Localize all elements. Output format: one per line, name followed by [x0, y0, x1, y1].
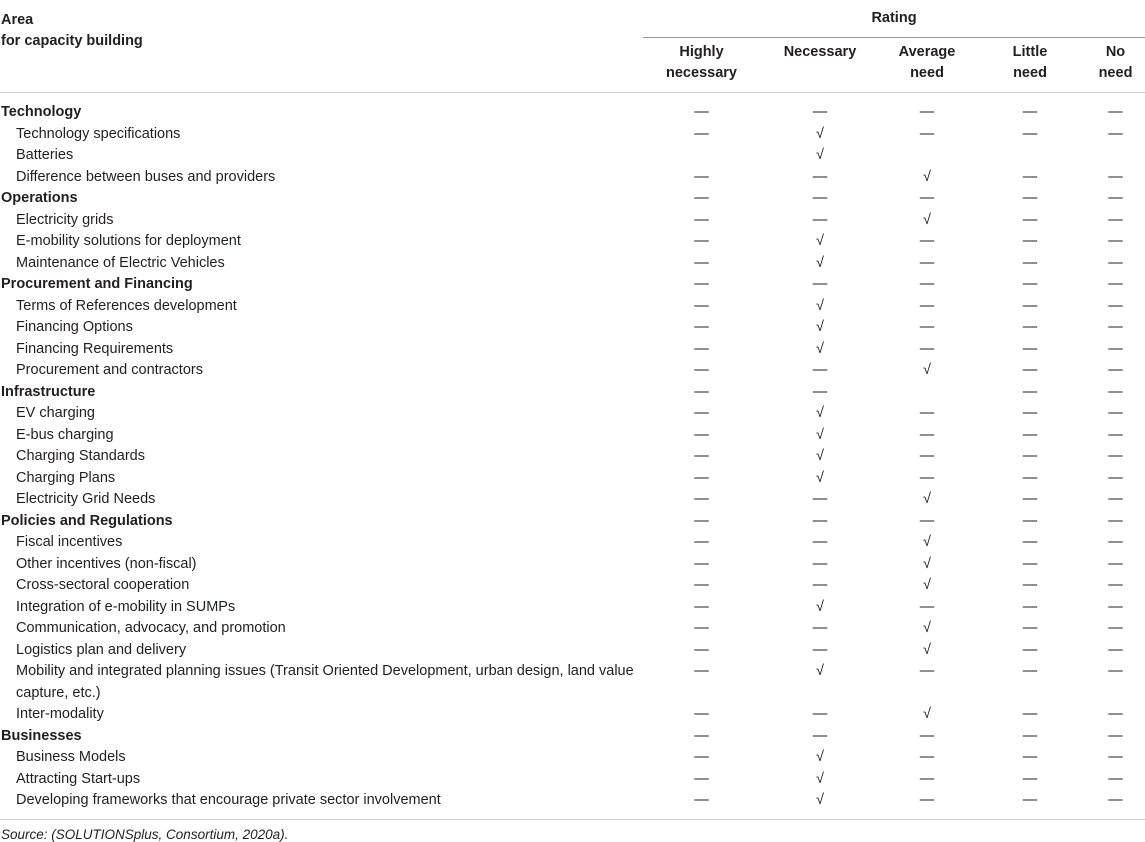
rating-cell: —: [694, 104, 709, 120]
rating-cell: —: [919, 319, 935, 335]
rating-cell: —: [1022, 125, 1038, 142]
rating-cell: —: [919, 598, 935, 615]
rating-cell: —: [694, 491, 709, 507]
rating-cell: —: [694, 340, 709, 357]
rating-cell: —: [694, 276, 709, 292]
rating-cell: —: [694, 663, 709, 679]
table-header: [0, 0, 1145, 93]
rating-cell: —: [1108, 254, 1123, 271]
category-label: Procurement and Financing: [1, 276, 193, 292]
rating-cell: —: [694, 233, 709, 249]
rating-cell: —: [694, 620, 709, 636]
rating-cell: —: [919, 276, 935, 292]
rating-cell: —: [1022, 663, 1038, 679]
rating-column-header: Highly necessary: [643, 38, 760, 93]
rating-cell: —: [1108, 641, 1123, 658]
rating-cell: —: [1022, 770, 1038, 787]
table-row: [0, 317, 1145, 339]
category-row: [0, 511, 1145, 533]
rating-cell: —: [1108, 340, 1123, 357]
rating-cell: —: [694, 577, 709, 593]
row-label: E-mobility solutions for deployment: [16, 233, 241, 249]
row-label: Logistics plan and delivery: [16, 641, 187, 658]
rating-cell: —: [1022, 233, 1038, 249]
rating-cell: —: [812, 620, 828, 636]
rating-cell: √: [816, 147, 824, 163]
rating-cell: —: [1022, 276, 1038, 292]
rating-cell: —: [919, 340, 935, 357]
rating-cell: —: [694, 168, 709, 185]
row-label: Inter-modality: [16, 706, 104, 722]
rating-cell: —: [694, 641, 709, 658]
rating-cell: —: [812, 512, 828, 529]
row-label: Financing Options: [16, 319, 133, 335]
rating-cell: —: [1108, 426, 1123, 443]
rating-cell: √: [923, 620, 931, 636]
rating-cell: —: [1108, 125, 1123, 142]
row-label: EV charging: [16, 405, 95, 421]
rating-cell: —: [1022, 512, 1038, 529]
rating-cell: √: [760, 790, 880, 819]
rating-cell: —: [1108, 770, 1123, 787]
area-header-line1: Area: [1, 12, 34, 28]
rating-cell: —: [1108, 706, 1123, 722]
category-row: [0, 274, 1145, 296]
rating-cell: —: [694, 383, 709, 400]
rating-cell: —: [812, 555, 828, 572]
rating-cell: √: [816, 297, 824, 314]
rating-cell: —: [919, 190, 935, 206]
rating-cell: —: [812, 727, 828, 744]
rating-cell: —: [919, 254, 935, 271]
rating-cell: √: [816, 598, 824, 615]
rating-cell: —: [1022, 211, 1038, 228]
rating-cell: √: [816, 426, 824, 443]
rating-cell: —: [694, 448, 709, 464]
rating-cell: —: [1108, 104, 1123, 120]
row-label: Technology specifications: [16, 125, 181, 142]
rating-cell: —: [694, 426, 709, 443]
row-label: Procurement and contractors: [16, 362, 203, 378]
table-row: [0, 210, 1145, 232]
rating-cell: √: [923, 168, 931, 185]
rating-cell: [880, 145, 974, 167]
row-label: Mobility and integrated planning issues (Transit Oriented Development, urban design, land value capture, etc.): [16, 663, 634, 701]
rating-cell: —: [812, 104, 828, 120]
rating-cell: —: [694, 211, 709, 228]
rating-cell: [880, 382, 974, 404]
rating-cell: —: [1108, 534, 1123, 550]
rating-cell: —: [694, 534, 709, 550]
rating-cell: —: [1022, 405, 1038, 421]
rating-cell: √: [923, 555, 931, 572]
rating-cell: —: [1022, 340, 1038, 357]
table-row: [0, 575, 1145, 597]
row-label: E-bus charging: [16, 426, 114, 443]
rating-cell: [1086, 145, 1145, 167]
rating-cell: —: [1022, 383, 1038, 400]
rating-cell: —: [1108, 405, 1123, 421]
category-row: [0, 188, 1145, 210]
table-row: [0, 339, 1145, 361]
rating-cell: √: [816, 448, 824, 464]
rating-cell: —: [1108, 577, 1123, 593]
rating-cell: —: [1022, 426, 1038, 443]
row-label: Electricity Grid Needs: [16, 491, 156, 507]
rating-cell: —: [812, 168, 828, 185]
table-row: [0, 618, 1145, 640]
rating-cell: —: [812, 362, 828, 378]
row-label: Attracting Start-ups: [16, 770, 141, 787]
rating-cell: —: [919, 405, 935, 421]
table-row: [0, 769, 1145, 791]
table-row: [0, 167, 1145, 189]
table-row: [0, 747, 1145, 769]
rating-cell: —: [1108, 620, 1123, 636]
rating-cell: —: [1108, 190, 1123, 206]
rating-cell: √: [923, 641, 931, 658]
row-label: Fiscal incentives: [16, 534, 123, 550]
category-row: [0, 382, 1145, 404]
table-row: [0, 468, 1145, 490]
rating-cell: —: [1022, 706, 1038, 722]
rating-cell: —: [1108, 297, 1123, 314]
row-label: Business Models: [16, 749, 126, 765]
rating-cell: √: [816, 319, 824, 335]
rating-cell: —: [694, 190, 709, 206]
rating-cell: —: [1022, 168, 1038, 185]
table-row: [0, 704, 1145, 726]
table-body: [0, 93, 1145, 820]
rating-cell: √: [923, 706, 931, 722]
row-label: Charging Standards: [16, 448, 145, 464]
rating-cell: —: [812, 577, 828, 593]
category-label: Technology: [1, 104, 82, 120]
rating-cell: —: [919, 727, 935, 744]
table-row: [0, 231, 1145, 253]
rating-cell: —: [1108, 727, 1123, 744]
rating-cell: —: [1086, 790, 1145, 819]
rating-cell: √: [816, 749, 824, 765]
table-row: [0, 790, 1145, 819]
row-label: Difference between buses and providers: [16, 168, 276, 185]
rating-cell: √: [816, 125, 824, 142]
rating-cell: —: [974, 790, 1086, 819]
rating-cell: —: [919, 448, 935, 464]
rating-cell: —: [1108, 233, 1123, 249]
rating-cell: —: [919, 469, 935, 486]
rating-cell: —: [694, 125, 709, 142]
rating-cell: —: [919, 104, 935, 120]
rating-cell: √: [923, 491, 931, 507]
rating-cell: √: [816, 469, 824, 486]
table-row: [0, 489, 1145, 511]
table-row: [0, 640, 1145, 662]
row-label: Developing frameworks that encourage private sector involvement: [0, 790, 643, 819]
row-label: Communication, advocacy, and promotion: [16, 620, 286, 636]
rating-cell: —: [694, 319, 709, 335]
rating-cell: —: [1108, 469, 1123, 486]
rating-cell: —: [812, 491, 828, 507]
rating-cell: —: [694, 405, 709, 421]
table-row: [0, 446, 1145, 468]
row-label: Cross-sectoral cooperation: [16, 577, 190, 593]
table-row: [0, 597, 1145, 619]
rating-cell: —: [919, 426, 935, 443]
rating-cell: √: [923, 362, 931, 378]
rating-cell: —: [812, 276, 828, 292]
rating-cell: —: [919, 125, 935, 142]
row-label: Charging Plans: [16, 469, 116, 486]
table-row: [0, 296, 1145, 318]
rating-cell: √: [923, 211, 931, 228]
rating-cell: —: [643, 790, 760, 819]
rating-cell: —: [1022, 297, 1038, 314]
row-label: Financing Requirements: [16, 340, 174, 357]
row-label: Electricity grids: [16, 211, 114, 228]
rating-cell: —: [1022, 749, 1038, 765]
rating-cell: —: [812, 383, 828, 400]
rating-cell: —: [694, 512, 709, 529]
rating-cell: —: [1022, 620, 1038, 636]
rating-cell: —: [1022, 491, 1038, 507]
row-label: Maintenance of Electric Vehicles: [16, 254, 225, 271]
rating-cell: —: [880, 790, 974, 819]
rating-cell: —: [1108, 319, 1123, 335]
rating-cell: —: [1108, 448, 1123, 464]
rating-cell: —: [1108, 491, 1123, 507]
category-row: [0, 93, 1145, 124]
rating-cell: —: [694, 727, 709, 744]
rating-cell: —: [694, 555, 709, 572]
rating-cell: —: [919, 297, 935, 314]
rating-cell: —: [1022, 641, 1038, 658]
table-row: [0, 124, 1145, 146]
rating-cell: √: [816, 770, 824, 787]
rating-cell: —: [1022, 555, 1038, 572]
rating-cell: —: [1022, 598, 1038, 615]
rating-cell: —: [812, 190, 828, 206]
rating-cell: —: [1022, 577, 1038, 593]
rating-cell: √: [816, 254, 824, 271]
rating-cell: —: [1108, 168, 1123, 185]
area-header-line2: for capacity building: [1, 33, 143, 49]
row-label: Integration of e-mobility in SUMPs: [16, 598, 236, 615]
rating-cell: —: [694, 749, 709, 765]
rating-cell: —: [1022, 727, 1038, 744]
rating-cell: —: [919, 749, 935, 765]
rating-cell: —: [1108, 663, 1123, 679]
rating-column-header: Little need: [974, 38, 1086, 93]
row-label: Terms of References development: [16, 297, 237, 314]
rating-cell: —: [1108, 362, 1123, 378]
rating-cell: —: [919, 512, 935, 529]
rating-group-header: Rating: [643, 0, 1145, 38]
rating-cell: —: [919, 233, 935, 249]
rating-cell: —: [1108, 276, 1123, 292]
rating-cell: —: [1022, 190, 1038, 206]
category-label: Policies and Regulations: [1, 512, 173, 529]
rating-cell: —: [1022, 448, 1038, 464]
rating-cell: —: [1022, 534, 1038, 550]
rating-cell: —: [1108, 383, 1123, 400]
category-label: Businesses: [1, 727, 82, 744]
rating-cell: √: [816, 405, 824, 421]
rating-cell: √: [923, 534, 931, 550]
category-label: Operations: [1, 190, 78, 206]
rating-cell: √: [923, 577, 931, 593]
rating-cell: —: [1022, 319, 1038, 335]
rating-cell: —: [812, 211, 828, 228]
rating-cell: —: [1108, 749, 1123, 765]
rating-cell: —: [812, 641, 828, 658]
table-row: [0, 403, 1145, 425]
source-note: Source: (SOLUTIONSplus, Consortium, 2020a).: [1, 826, 289, 842]
rating-cell: —: [694, 598, 709, 615]
rating-cell: —: [1022, 254, 1038, 271]
table-row: [0, 532, 1145, 554]
row-label: Batteries: [16, 147, 74, 163]
rating-cell: √: [816, 663, 824, 679]
rating-cell: [643, 145, 760, 167]
rating-cell: —: [1022, 104, 1038, 120]
rating-column-header: Average need: [880, 38, 974, 93]
rating-cell: —: [694, 469, 709, 486]
rating-cell: —: [694, 254, 709, 271]
rating-column-header: Necessary: [760, 38, 880, 93]
rating-cell: —: [694, 362, 709, 378]
rating-cell: —: [694, 770, 709, 787]
table-row: [0, 661, 1145, 704]
rating-cell: —: [694, 706, 709, 722]
rating-cell: —: [1022, 362, 1038, 378]
rating-column-header: No need: [1086, 38, 1145, 93]
rating-cell: —: [694, 297, 709, 314]
rating-cell: —: [1108, 598, 1123, 615]
category-row: [0, 726, 1145, 748]
rating-cell: —: [812, 534, 828, 550]
table-row: [0, 145, 1145, 167]
rating-cell: —: [1022, 469, 1038, 486]
category-label: Infrastructure: [1, 383, 96, 400]
rating-cell: —: [919, 770, 935, 787]
area-column-header: [0, 0, 643, 93]
rating-cell: —: [1108, 211, 1123, 228]
rating-cell: —: [812, 706, 828, 722]
rating-cell: √: [816, 340, 824, 357]
row-label: Other incentives (non-fiscal): [16, 555, 197, 572]
rating-cell: —: [1108, 555, 1123, 572]
rating-cell: —: [919, 663, 935, 679]
table-row: [0, 425, 1145, 447]
rating-cell: —: [1108, 512, 1123, 529]
table-row: [0, 360, 1145, 382]
table-row: [0, 554, 1145, 576]
rating-cell: √: [816, 233, 824, 249]
table-row: [0, 253, 1145, 275]
rating-cell: [974, 145, 1086, 167]
